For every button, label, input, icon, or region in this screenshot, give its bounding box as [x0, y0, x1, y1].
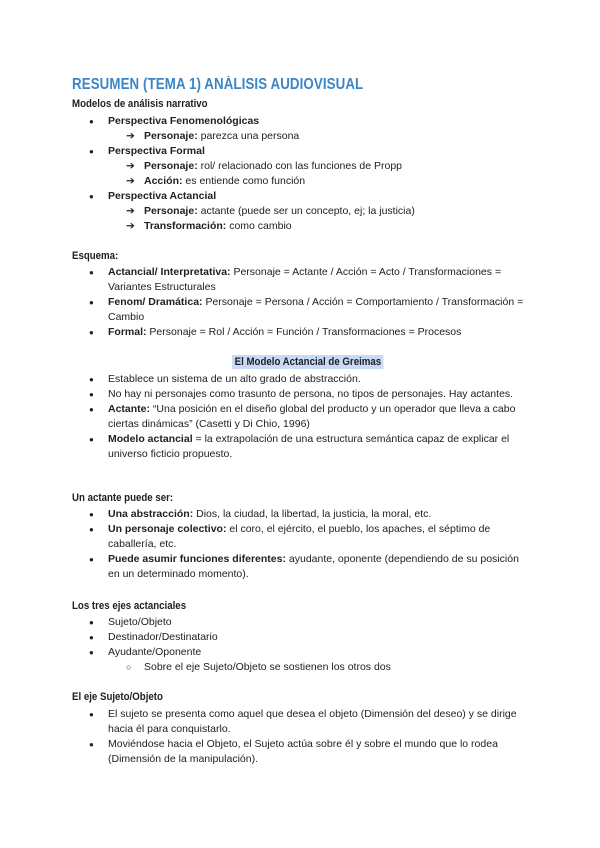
page-title: RESUMEN (TEMA 1) ANÁLISIS AUDIOVISUAL [72, 76, 364, 93]
list-item [0, 325, 600, 340]
sub-list-item [0, 129, 600, 144]
section-heading-ejes: Los tres ejes actanciales [72, 600, 187, 612]
list-item [0, 432, 600, 462]
term: Personaje: [144, 160, 198, 172]
list-item [0, 144, 600, 159]
list-item [0, 507, 600, 522]
sub-list-item [0, 159, 600, 174]
term: Transformación: [144, 220, 227, 232]
arrow-icon: ➔ [126, 175, 135, 187]
arrow-icon: ➔ [126, 130, 135, 142]
term: Un personaje colectivo: [108, 523, 227, 535]
list-item [0, 295, 600, 325]
term-text: Personaje = Persona / Acción = Comportamiento / Transformación = Cambio [108, 296, 524, 323]
modelos-list [0, 114, 600, 234]
list-item [0, 387, 600, 402]
actante-list [0, 507, 600, 582]
term-text: No hay ni personajes como trasunto de persona, no tipos de personajes. Hay actantes. [108, 388, 514, 400]
sub-list-item [0, 174, 600, 189]
term-text: rol/ relacionado con las funciones de Propp [197, 160, 402, 172]
arrow-icon: ➔ [126, 220, 135, 232]
term: Puede asumir funciones diferentes: [108, 553, 286, 565]
term: Fenom/ Dramática: [108, 296, 203, 308]
term-text: es entiende como función [182, 175, 306, 187]
section-heading-modelos: Modelos de análisis narrativo [72, 98, 208, 110]
term-text: parezca una persona [197, 130, 300, 142]
list-item [0, 189, 600, 204]
section-heading-actante: Un actante puede ser: [72, 492, 174, 504]
list-item [0, 265, 600, 295]
term: Una abstracción: [108, 508, 194, 520]
list-item [0, 402, 600, 432]
list-item [0, 522, 600, 552]
list-item [0, 552, 600, 582]
list-item: ● Ayudante/Oponente [0, 645, 600, 660]
term: Actancial/ Interpretativa: [108, 266, 231, 278]
arrow-icon: ➔ [126, 160, 135, 172]
sub-list-item [0, 204, 600, 219]
sub-list-item: ○ Sobre el eje Sujeto/Objeto se sostienen los otros dos [0, 660, 600, 675]
term-text: como cambio [226, 220, 292, 232]
sujeto-objeto-list [0, 707, 600, 767]
arrow-icon: ➔ [126, 205, 135, 217]
list-item: ● Destinador/Destinatario [0, 630, 600, 645]
list-item [0, 372, 600, 387]
term-text: ayudante, oponente (dependiendo de su posición en un determinado momento). [108, 553, 519, 580]
term-text: el coro, el ejército, el pueblo, los apaches, el séptimo de caballería, etc. [108, 523, 491, 550]
ejes-list [0, 615, 600, 675]
term: Acción: [144, 175, 183, 187]
term-text: Personaje = Actante / Acción = Acto / Transformaciones = Variantes Estructurales [108, 266, 502, 293]
list-item: ● Moviéndose hacia el Objeto, el Sujeto actúa sobre él y sobre el mundo que lo rodea (Dimensión de la manipulación). [0, 737, 600, 767]
term-text: Establece un sistema de un alto grado de abstracción. [108, 373, 361, 385]
term: Personaje: [144, 130, 198, 142]
term-text: actante (puede ser un concepto, ej; la justicia) [197, 205, 415, 217]
esquema-list [0, 265, 600, 340]
section-heading-esquema: Esquema: [72, 250, 119, 262]
term-text: Personaje = Rol / Acción = Función / Transformaciones = Procesos [146, 326, 462, 338]
term-text: = la extrapolación de una estructura semántica capaz de explicar el universo ficticio propuesto. [108, 433, 510, 460]
section-heading-sujeto-objeto: El eje Sujeto/Objeto [72, 691, 163, 703]
list-item-label: Perspectiva Fenomenológicas [108, 115, 260, 127]
list-item-label: Perspectiva Actancial [108, 190, 217, 202]
term: Actante: [108, 403, 151, 415]
term-text: Dios, la ciudad, la libertad, la justicia, la moral, etc. [193, 508, 432, 520]
list-item: ● El sujeto se presenta como aquel que desea el objeto (Dimensión del deseo) y se dirige hacia él para conquistarlo. [0, 707, 600, 737]
section-heading-greimas: El Modelo Actancial de Greimas [232, 355, 384, 369]
term: Modelo actancial [108, 433, 193, 445]
greimas-list [0, 372, 600, 462]
list-item-label: Perspectiva Formal [108, 145, 205, 157]
sub-list-item [0, 219, 600, 234]
term: Personaje: [144, 205, 198, 217]
list-item [0, 114, 600, 129]
list-item: ● Sujeto/Objeto [0, 615, 600, 630]
term-text: “Una posición en el diseño global del producto y un operador que lleva a cabo ciertas dinámicas” (Casetti y Di Chio, 1996) [108, 403, 516, 430]
term: Formal: [108, 326, 147, 338]
